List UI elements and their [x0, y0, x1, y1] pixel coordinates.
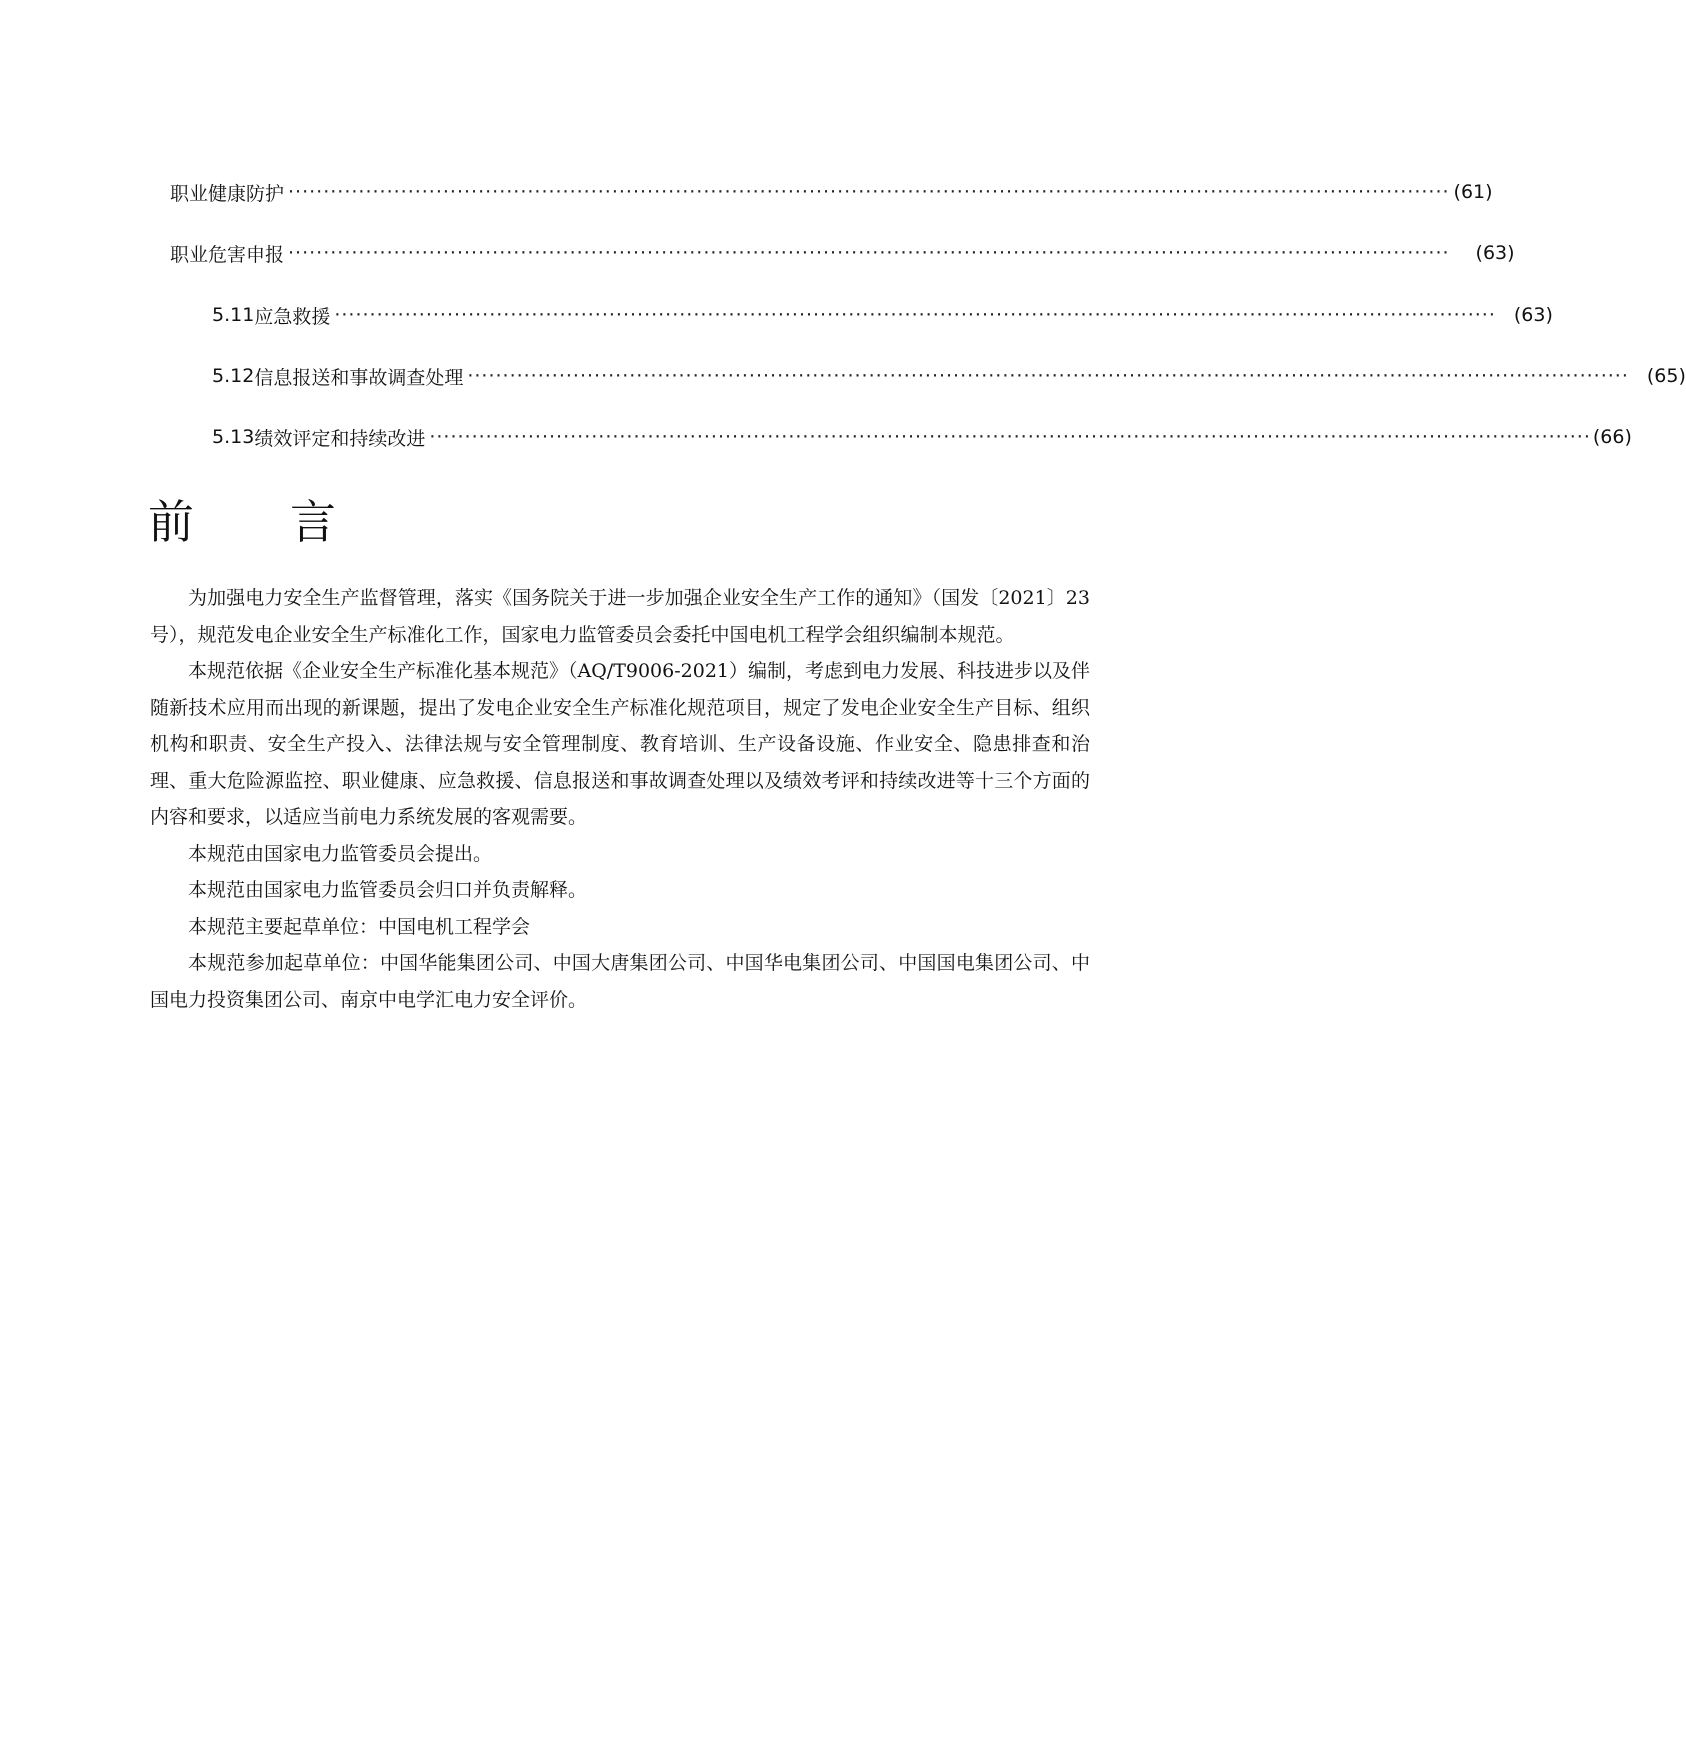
toc-entry[interactable]: [212, 298, 1553, 332]
toc-entry[interactable]: [170, 175, 1493, 209]
toc-entry-number: 5.11: [212, 304, 255, 326]
toc-entry-number: 5.13: [212, 426, 255, 448]
toc-entry-number: 5.12: [212, 365, 255, 387]
preface-paragraph: 本规范依据《企业安全生产标准化基本规范》（AQ/T9006-2021）编制，考虑到电力发展、科技进步以及伴随新技术应用而出现的新课题，提出了发电企业安全生产标准化规范项目，规定了发电企业安全生产目标、组织机构和职责、安全生产投入、法律法规与安全管理制度、教育培训、生产设备设施、作业安全、隐患排查和治理、重大危险源监控、职业健康、应急救援、信息报送和事故调查处理以及绩效考评和持续改进等十三个方面的内容和要求，以适应当前电力系统发展的客观需要。: [150, 660, 1091, 828]
page-title-char: 前: [148, 495, 194, 549]
toc-leader-dots: ·····································································································································································: [288, 242, 1450, 264]
toc-entry-title: 应急救援: [254, 305, 331, 328]
toc-entry-title: 职业健康防护: [170, 182, 285, 205]
preface-paragraph: 本规范由国家电力监管委员会归口并负责解释。: [188, 879, 588, 901]
preface-paragraph: 为加强电力安全生产监督管理，落实《国务院关于进一步加强企业安全生产工作的通知》（国发〔2021〕23号），规范发电企业安全生产标准化工作，国家电力监管委员会委托中国电机工程学会组织编制本规范。: [150, 587, 1090, 646]
toc-entry-page: (63): [1475, 242, 1515, 264]
toc-entry-page: (63): [1513, 304, 1553, 326]
preface-paragraph: 本规范主要起草单位：中国电机工程学会: [188, 915, 531, 938]
toc-entry-title: 信息报送和事故调查处理: [254, 366, 464, 389]
toc-entry-page: (65): [1646, 365, 1686, 387]
preface-body: [150, 580, 1090, 1018]
preface-paragraph: 本规范参加起草单位：中国华能集团公司、中国大唐集团公司、中国华电集团公司、中国国电集团公司、中国电力投资集团公司、南京中电学汇电力安全评价。: [150, 952, 1090, 1011]
toc-leader-dots: ·····································································································································································: [467, 365, 1629, 387]
toc-leader-dots: ·····································································································································································: [429, 426, 1591, 448]
toc-entry-title: 职业危害申报: [170, 243, 285, 266]
toc-entry-page: (61): [1453, 181, 1493, 203]
page-title-char: 言: [290, 495, 336, 549]
toc-leader-dots: ·····································································································································································: [288, 181, 1450, 203]
page-title: [148, 486, 336, 552]
toc-entry-page: (66): [1592, 426, 1632, 448]
toc-entry[interactable]: [212, 420, 1632, 454]
toc-entry[interactable]: [212, 359, 1686, 393]
toc-entry-title: 绩效评定和持续改进: [254, 427, 426, 450]
toc-entry[interactable]: [170, 236, 1515, 270]
preface-paragraph: 本规范由国家电力监管委员会提出。: [188, 842, 493, 865]
toc-leader-dots: ·····································································································································································: [334, 304, 1496, 326]
